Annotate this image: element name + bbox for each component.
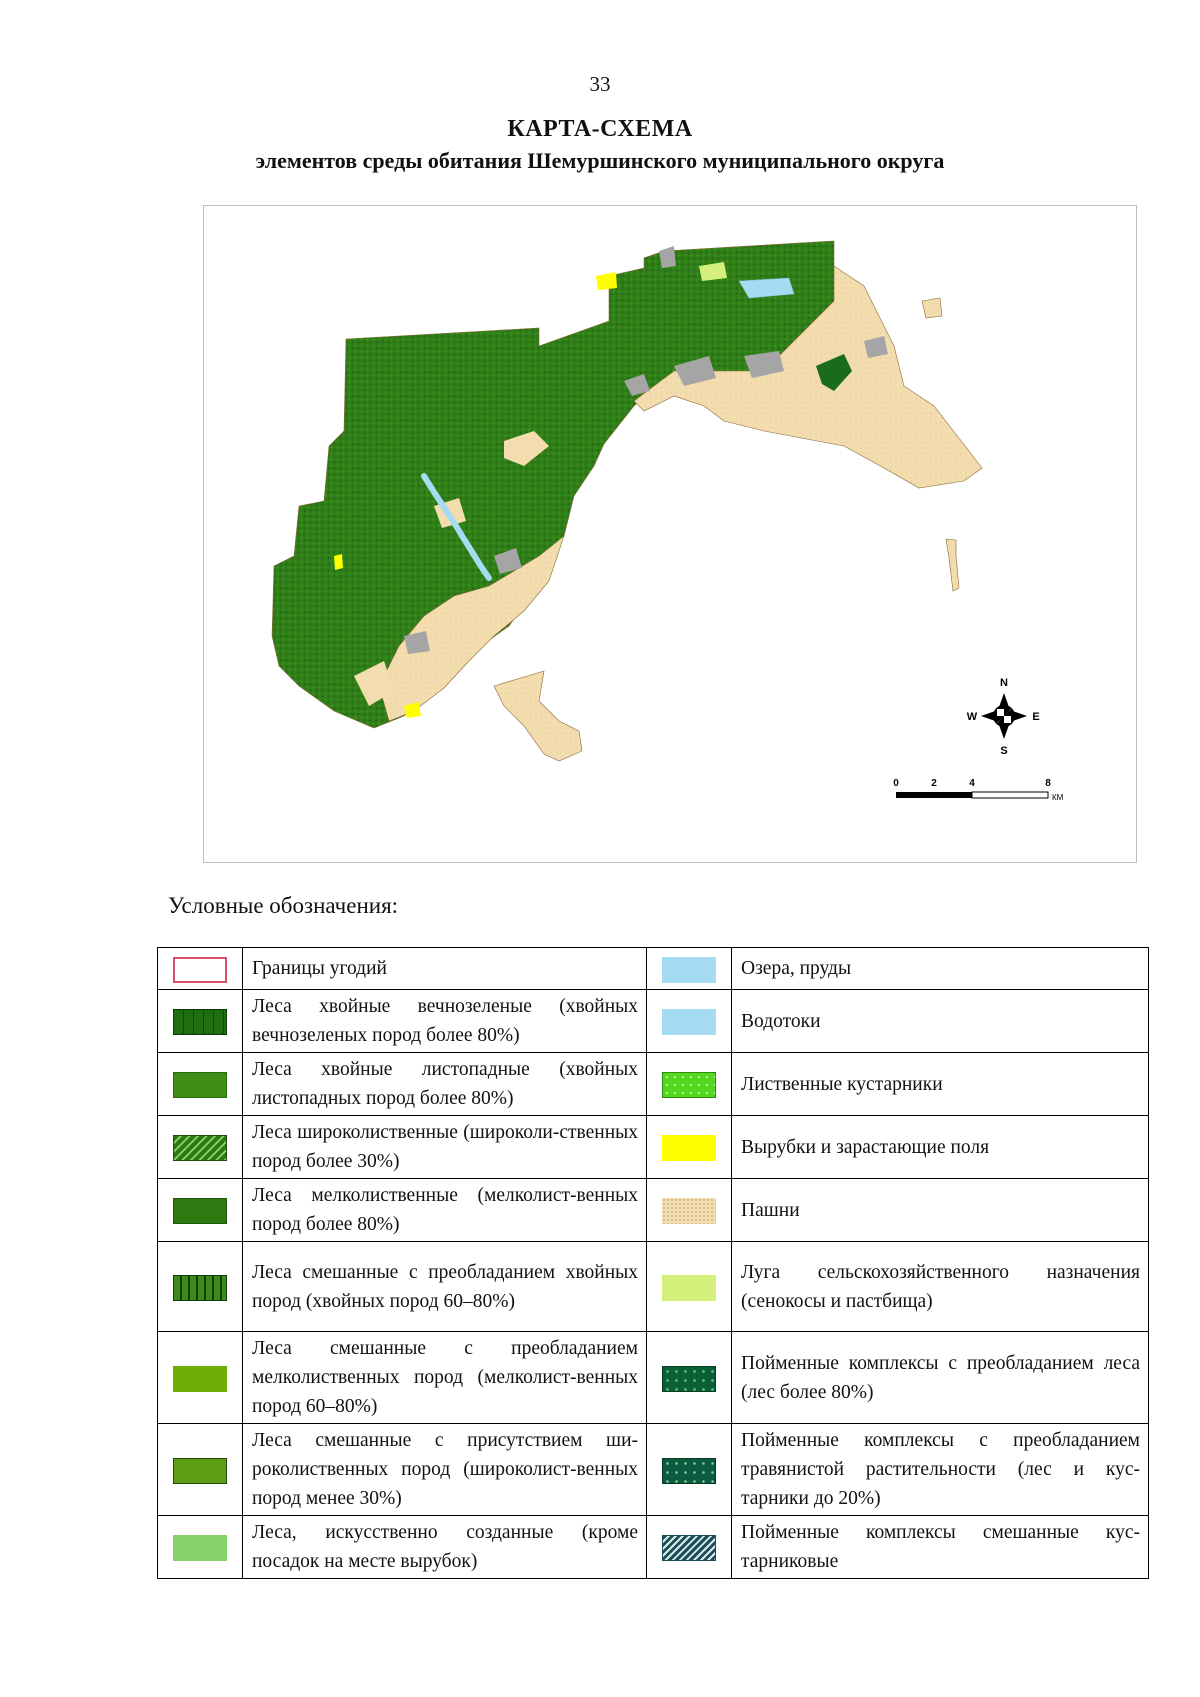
legend-text: Леса хвойные вечнозеленые (хвойных вечнозеленых пород более 80%) bbox=[243, 990, 647, 1053]
legend-row bbox=[158, 1516, 1149, 1579]
scale-tick-8: 8 bbox=[1045, 778, 1051, 789]
mixed-smallleaf-swatch bbox=[173, 1366, 227, 1392]
artificial-forest-swatch bbox=[173, 1535, 227, 1561]
map-subtitle: элементов среды обитания Шемуршинского муниципального округа bbox=[255, 148, 945, 173]
legend-text: Леса смешанные с преобладанием хвойных пород (хвойных пород 60–80%) bbox=[243, 1242, 647, 1332]
legend-text: Леса широколиственные (широколи-ственных пород более 30%) bbox=[243, 1116, 647, 1179]
scale-unit: КМ bbox=[1052, 793, 1064, 802]
boundary-swatch bbox=[173, 957, 227, 983]
meadow-swatch bbox=[662, 1275, 716, 1301]
legend-row bbox=[158, 1116, 1149, 1179]
lake-swatch bbox=[662, 957, 716, 983]
smallleaf-swatch bbox=[173, 1198, 227, 1224]
legend-text: Пойменные комплексы с преобладанием травянистой растительности (лес и кус-тарники до 20%) bbox=[732, 1424, 1149, 1516]
compass-e: E bbox=[1032, 711, 1040, 723]
scale-tick-4: 4 bbox=[969, 778, 975, 789]
legend-row bbox=[158, 948, 1149, 990]
clearcut-swatch bbox=[662, 1135, 716, 1161]
legend-text: Пойменные комплексы с преобладанием леса (лес более 80%) bbox=[732, 1332, 1149, 1424]
arable-area-south bbox=[494, 671, 582, 761]
arable-swatch bbox=[662, 1198, 716, 1224]
map-frame[interactable] bbox=[203, 205, 1137, 863]
forest-area-west bbox=[272, 241, 834, 728]
map-canvas bbox=[204, 206, 1136, 862]
legend-row bbox=[158, 1242, 1149, 1332]
mixed-broadleaf-swatch bbox=[173, 1458, 227, 1484]
compass-s: S bbox=[1000, 745, 1008, 757]
floodplain-mixed-swatch bbox=[662, 1535, 716, 1561]
page-number: 33 bbox=[589, 72, 611, 96]
legend-heading: Условные обозначения: bbox=[168, 893, 399, 918]
map-title: КАРТА-СХЕМА bbox=[507, 116, 693, 142]
settlement-3 bbox=[659, 246, 676, 268]
conifer-deciduous-swatch bbox=[173, 1072, 227, 1098]
shrub-swatch bbox=[662, 1072, 716, 1098]
compass-rose bbox=[981, 693, 1027, 739]
floodplain-grass-swatch bbox=[662, 1458, 716, 1484]
legend-text: Леса хвойные листопадные (хвойных листопадных пород более 80%) bbox=[243, 1053, 647, 1116]
scale-tick-2: 2 bbox=[931, 778, 937, 789]
legend-table bbox=[157, 947, 1149, 1579]
scale-bar bbox=[896, 792, 1048, 798]
legend-text: Границы угодий bbox=[243, 948, 647, 990]
legend-text: Вырубки и зарастающие поля bbox=[732, 1116, 1149, 1179]
compass-n: N bbox=[1000, 677, 1008, 689]
arable-parcel-east-1 bbox=[922, 298, 942, 318]
arable-parcel-east-2 bbox=[946, 539, 959, 591]
clearcut-1 bbox=[596, 272, 617, 290]
mixed-conifer-swatch bbox=[173, 1275, 227, 1301]
legend-text: Озера, пруды bbox=[732, 948, 1149, 990]
legend-text: Леса, искусственно созданные (кроме посадок на месте вырубок) bbox=[243, 1516, 647, 1579]
legend-text: Водотоки bbox=[732, 990, 1149, 1053]
compass-w: W bbox=[966, 711, 978, 723]
legend-row bbox=[158, 1053, 1149, 1116]
legend-text: Леса мелколиственные (мелколист-венных пород более 80%) bbox=[243, 1179, 647, 1242]
legend-text: Леса смешанные с присутствием ши-роколиственных пород (широколист-венных пород менее 30%) bbox=[243, 1424, 647, 1516]
legend-text: Луга сельскохозяйственного назначения (сенокосы и пастбища) bbox=[732, 1242, 1149, 1332]
clearcut-3 bbox=[334, 554, 343, 570]
stream-swatch bbox=[662, 1009, 716, 1035]
legend-text: Лиственные кустарники bbox=[732, 1053, 1149, 1116]
legend-text: Пашни bbox=[732, 1179, 1149, 1242]
legend-row bbox=[158, 990, 1149, 1053]
legend-text: Пойменные комплексы смешанные кус-тарниковые bbox=[732, 1516, 1149, 1579]
scale-tick-0: 0 bbox=[893, 778, 899, 789]
legend-row bbox=[158, 1332, 1149, 1424]
legend-row bbox=[158, 1179, 1149, 1242]
conifer-evergreen-swatch bbox=[173, 1009, 227, 1035]
floodplain-forest-swatch bbox=[662, 1366, 716, 1392]
broadleaf-swatch bbox=[173, 1135, 227, 1161]
legend-row bbox=[158, 1424, 1149, 1516]
legend-text: Леса смешанные с преобладанием мелколиственных пород (мелколист-венных пород 60–80%) bbox=[243, 1332, 647, 1424]
